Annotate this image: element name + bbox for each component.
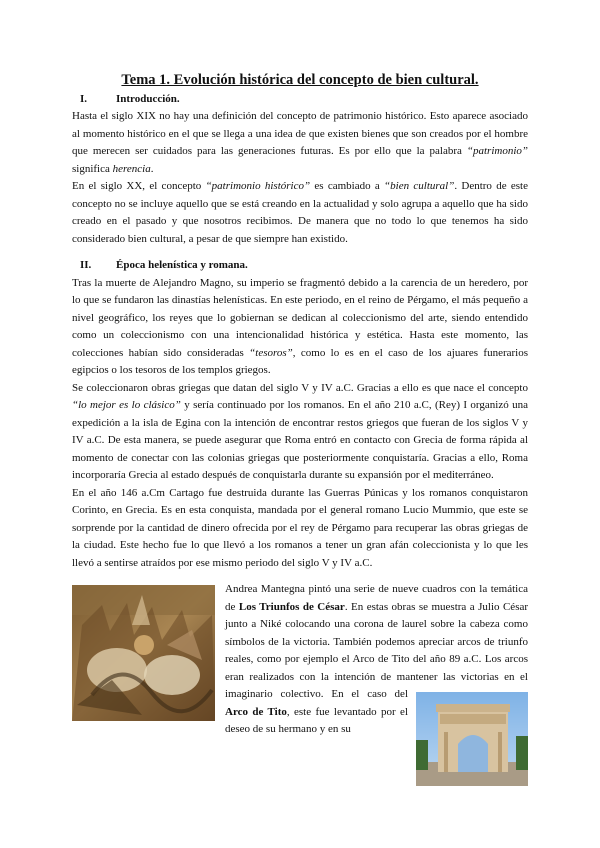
text-run: Andrea Mantegna pintó una serie de nueve cuadros con la temática de	[225, 583, 528, 613]
text-run: Hasta el siglo XIX no hay una definición del concepto de patrimonio histórico. Esto aparece asociado al momento histórico en el que se llega a una idea de que existen bienes que son creados por el hombre que merecen ser cuidados para las generaciones futuras. Es por ello que la palabra	[72, 110, 528, 157]
arch-of-titus-image	[416, 692, 528, 786]
paragraph	[72, 380, 528, 485]
section-heading-epoca-helenistica	[72, 257, 528, 275]
section-heading-introduccion	[72, 91, 528, 109]
image-text-block	[72, 581, 528, 739]
text-run: .	[150, 162, 154, 175]
section-title: Introducción.	[116, 92, 180, 105]
paragraph	[72, 275, 528, 380]
section-title: Época helenística y romana.	[116, 259, 248, 271]
text-run: . Dentro de este concepto no se incluye aquello que se está creando en la actualidad y solo agrupa a aquello que ha sido creado en el pasado y que nosotros recibimos. De manera que no todo lo que tenemos ha sido considerado bien cultural, a pesar de que siempre han existido.	[72, 180, 528, 245]
paragraph	[72, 108, 528, 178]
document-title: Tema 1. Evolución histórica del concepto de bien cultural.	[121, 72, 479, 88]
section-number: II.	[80, 259, 92, 271]
document-page	[72, 72, 528, 790]
paragraph	[72, 178, 528, 248]
italic-run: “bien cultural”	[384, 180, 455, 192]
text-run: es cambiado a	[310, 180, 385, 192]
spacer	[72, 572, 528, 581]
text-run: , como lo es en el caso de los ajuares funerarios egipcios o los tesoros de los templos griegos.	[72, 346, 528, 376]
arch-photo	[416, 692, 528, 786]
italic-run: herencia	[112, 162, 151, 175]
text-run: Se coleccionaron obras griegas que datan del siglo V y IV a.C. Gracias a ello es que nace el concepto	[72, 381, 528, 394]
italic-run: “tesoros”	[249, 346, 293, 359]
text-run: significa	[72, 162, 113, 175]
painting-image	[72, 585, 215, 721]
bold-run: Los Triunfos de César	[238, 600, 345, 613]
italic-run: “patrimonio histórico”	[205, 180, 311, 192]
paragraph: En el año 146 a.Cm Cartago fue destruida durante las Guerras Púnicas y los romanos conquistaron Corinto, en Grecia. Es en esta conquista, mandada por el general romano Lucio Mummio, que este se sorprende por la cantidad de dinero ofrecida por el rey de Pérgamo para recuperar las obras griegas de la ciudad. Este hecho fue lo que llevó a los romanos a tener un gran afán coleccionista y lo que les llevó a sentirse atraídos por ese mismo periodo del siglo V y IV a.C.	[72, 486, 528, 569]
italic-run: “patrimonio”	[466, 145, 528, 157]
painting-triumphs-image	[72, 585, 215, 721]
text-run: , este fue levantado por el deseo de su hermano y en su	[225, 705, 408, 735]
text-run: En el siglo XX, el concepto	[72, 180, 206, 192]
text-run: . En estas obras se muestra a Julio César junto a Niké colocando una corona de laurel sobre la cabeza como símbolos de la victoria. También podemos apreciar arcos de triunfo reales, como por ejemplo el Arco de Tito del año 89 a.C. Los arcos eran realizados con la intención de mantener las victorias en el imaginario colectivo. En el caso del	[225, 600, 529, 700]
text-run: Tras la muerte de Alejandro Magno, su imperio se fragmentó debido a la carencia de un heredero, por lo que se fundaron las dinastías helenísticas. En este periodo, en el reino de Pérgamo, el más pequeño a nivel geográfico, los reyes que lo gobiernan se dedican al coleccionismo del arte, siendo entendido como un coleccionismo con una intencionalidad histórica y estética. Hasta este momento, las colecciones habían sido consideradas	[72, 276, 528, 359]
bold-run: Arco de Tito	[225, 705, 287, 718]
italic-run: “lo mejor es lo clásico”	[72, 399, 181, 411]
section-number: I.	[80, 92, 88, 105]
text-run: y sería continuado por los romanos. En el año 210 a.C, (Rey) I organizó una expedición a la isla de Egina con la intención de encontrar restos griegos que fueran de los siglos V y IV a.C. De esta manera, se puede asegurar que Roma entró en contacto con Grecia de forma rápida al momento de conectar con las colonias griegas que posteriormente conquistaría. Gracias a ello, Roma incorporaría Grecia al estado después de conquistarla durante su expansión por el mediterráneo.	[72, 399, 528, 481]
spacer	[72, 248, 528, 257]
